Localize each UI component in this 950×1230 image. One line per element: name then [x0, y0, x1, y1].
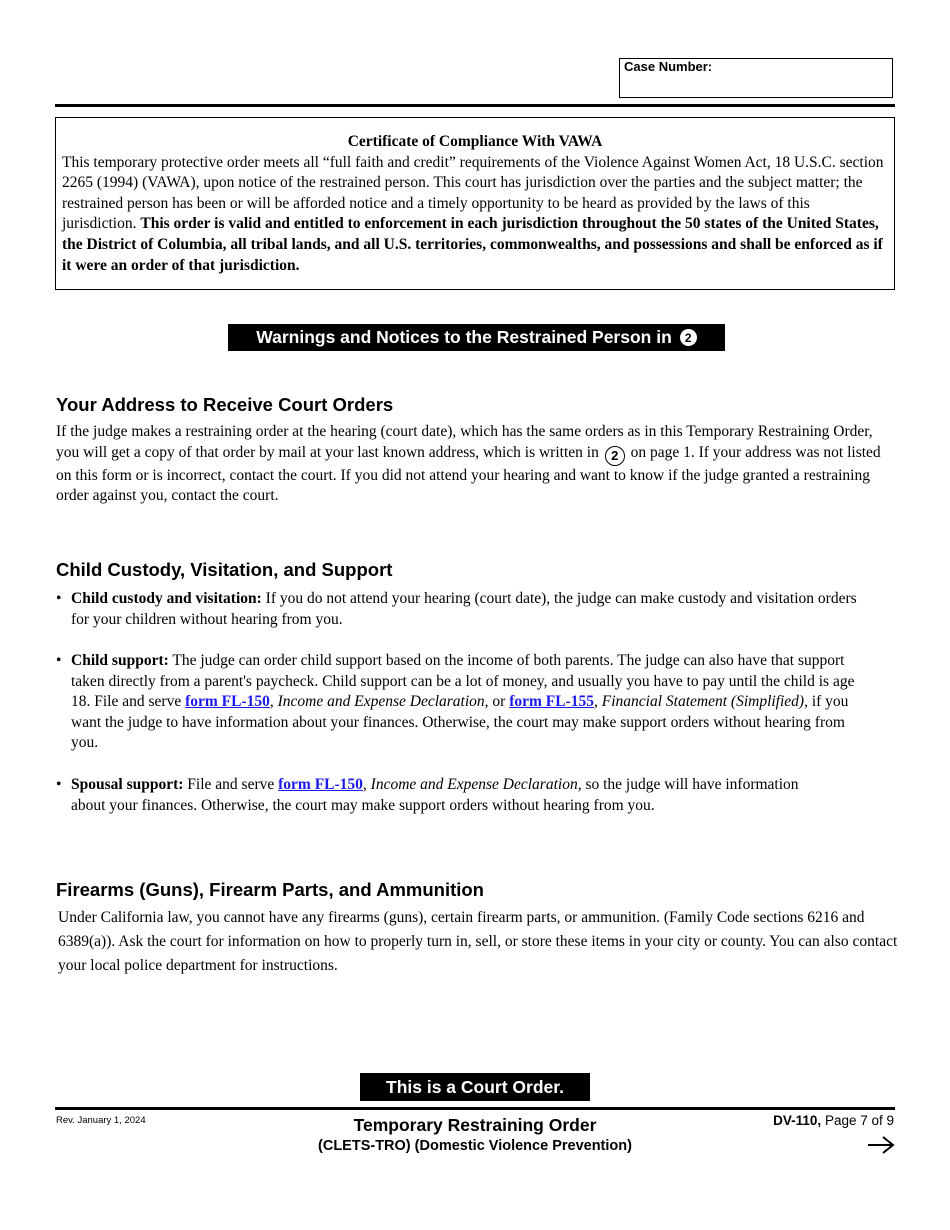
- firearms-paragraph: Under California law, you cannot have any firearms (guns), certain firearm parts, or ammunition. (Family Code sections 6216 and 6389(a)). Ask the court for information on how to properly turn in, sell, or store these items in your city or county. You can also contact your local police department for instructions.: [58, 909, 898, 974]
- separator: ,: [362, 776, 367, 793]
- custody-text: If you do not attend your hearing (court date), the judge can make custody and visitation orders for your children without hearing from you.: [71, 590, 857, 628]
- revision-date: Rev. January 1, 2024: [56, 1115, 146, 1126]
- case-number-box[interactable]: [619, 58, 893, 98]
- bullet-dot: •: [56, 590, 62, 607]
- income-expense-declaration: Income and Expense Declaration,: [370, 776, 582, 793]
- case-number-label: Case Number:: [624, 59, 713, 74]
- separator: ,: [269, 693, 274, 710]
- custody-heading: Child Custody, Visitation, and Support: [56, 559, 393, 580]
- page-info: Page 7 of 9: [824, 1113, 894, 1128]
- firearms-heading: Firearms (Guns), Firearm Parts, and Ammunition: [56, 879, 484, 900]
- income-expense-declaration: Income and Expense Declaration: [277, 693, 485, 710]
- form-fl-150-link[interactable]: form FL-150: [278, 776, 363, 793]
- spousal-support-text1: File and serve: [187, 776, 275, 793]
- vawa-body-text: This temporary protective order meets all “full faith and credit” requirements of the Violence Against Women Act, 18 U.S.C. section 2265 (1994) (VAWA), upon notice of the restrained person. This court has jurisdiction over the parties and the subject matter; the restrained person has been or will be afforded notice and a timely opportunity to be heard as provided by the laws of this jurisdiction.: [62, 153, 884, 233]
- child-support-text2: , or: [484, 693, 506, 710]
- item-number-circle: 2: [605, 446, 625, 466]
- custody-bullet: [56, 589, 871, 630]
- form-code: DV-110,: [773, 1113, 822, 1128]
- spousal-support-text2: so the judge will have information about your finances. Otherwise, the court may make support orders without hearing from you.: [71, 776, 799, 814]
- bullet-dot: •: [56, 652, 62, 669]
- form-fl-155-link[interactable]: form FL-155: [509, 693, 595, 710]
- bullet-dot: •: [56, 776, 62, 793]
- child-support-text1: The judge can order child support based on the income of both parents. The judge can also have that support taken directly from a parent's paycheck. Child support can be a lot of money, and usually you have to pay until the child is age 18. File and serve: [71, 652, 855, 710]
- vawa-body: [62, 153, 888, 277]
- address-heading: Your Address to Receive Court Orders: [56, 394, 394, 415]
- spousal-support-bullet: [56, 775, 831, 816]
- child-support-text3: , if you want the judge to have information about your finances. Otherwise, the court may make support orders without hearing from you.: [71, 693, 849, 751]
- address-text-before: If the judge makes a restraining order at the hearing (court date), which has the same orders as in this Temporary Restraining Order, you will get a copy of that order by mail at your last known address, which is written in: [56, 423, 873, 461]
- item-number-badge: 2: [680, 329, 697, 346]
- form-number: [773, 1113, 894, 1128]
- form-subtitle: (CLETS-TRO) (Domestic Violence Prevention): [318, 1138, 632, 1154]
- vawa-body-bold: This order is valid and entitled to enforcement in each jurisdiction throughout the 50 states of the United States, the District of Columbia, all tribal lands, and all U.S. territories, commonwealths, and possessions and shall be enforced as if it were an order of that jurisdiction.: [62, 215, 883, 274]
- address-paragraph: [56, 422, 898, 507]
- child-support-label: Child support:: [71, 652, 169, 669]
- vawa-certificate-box: [55, 117, 895, 290]
- separator: ,: [594, 693, 598, 710]
- footer-divider: [55, 1107, 895, 1110]
- header-divider: [55, 104, 895, 107]
- form-fl-150-link[interactable]: form FL-150: [185, 693, 270, 710]
- child-support-bullet: [56, 651, 861, 754]
- spousal-support-label: Spousal support:: [71, 776, 184, 793]
- warnings-banner-text: Warnings and Notices to the Restrained Person in: [256, 327, 672, 347]
- form-title: Temporary Restraining Order: [353, 1115, 597, 1135]
- custody-label: Child custody and visitation:: [71, 590, 262, 607]
- court-order-banner: This is a Court Order.: [360, 1073, 590, 1101]
- arrow-right-icon[interactable]: [866, 1134, 896, 1156]
- vawa-title: Certificate of Compliance With VAWA: [347, 133, 603, 150]
- warnings-banner: [228, 324, 725, 351]
- address-text-after: on page 1. If your address was not listed on this form or is incorrect, contact the court. If you did not attend your hearing and want to know if the judge granted a restraining order against you, contact the court.: [56, 443, 881, 505]
- financial-statement-simplified: Financial Statement (Simplified): [601, 693, 805, 710]
